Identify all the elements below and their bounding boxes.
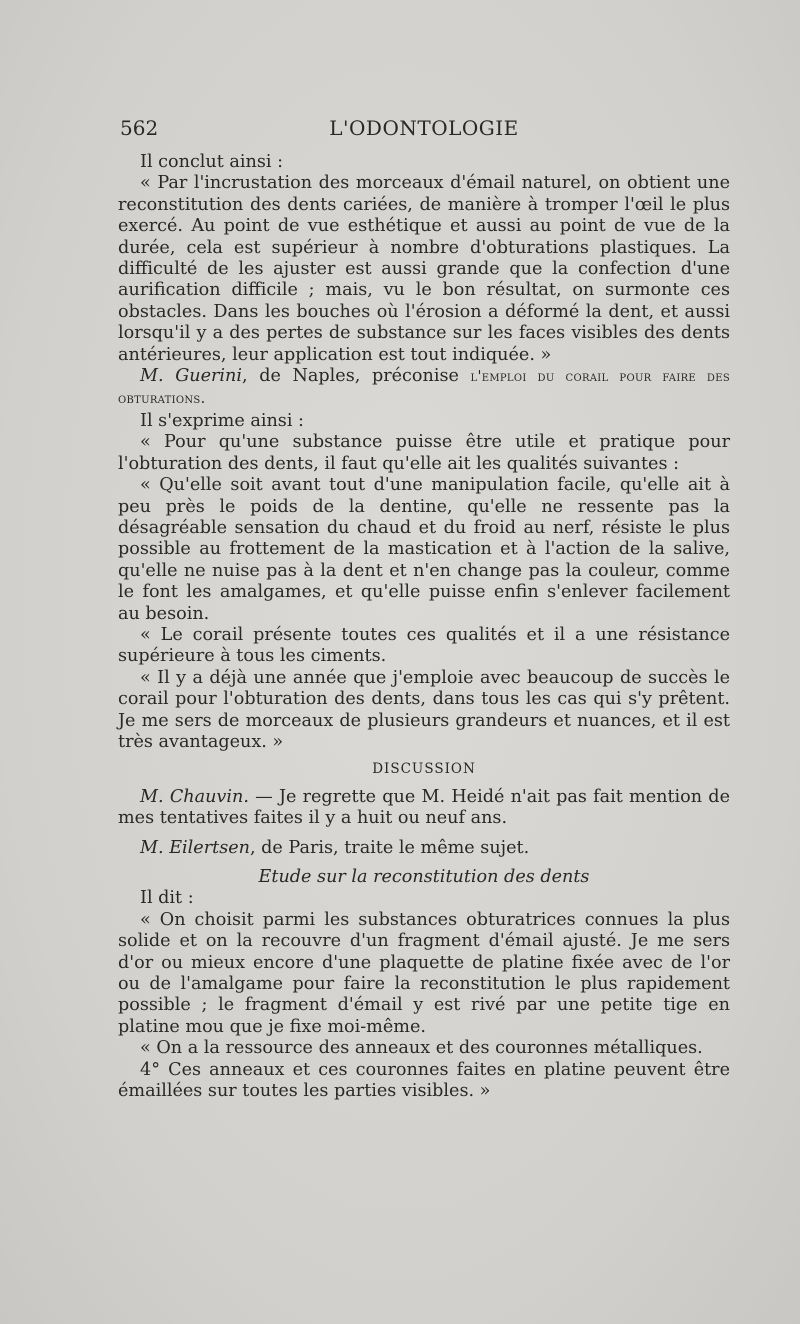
paragraph: Il conclut ainsi : [140,152,284,172]
body-text [118,152,730,1102]
paragraph: « On a la ressource des anneaux et des couronnes métalliques. [140,1038,703,1059]
paragraph: 4° Ces anneaux et ces couronnes faites en platine peuvent être émaillées sur toutes les parties visibles. » [118,1059,730,1102]
page-header [120,116,728,142]
speaker-name: M. Chauvin. [140,786,249,807]
paragraph: « Il y a déjà une année que j'emploie avec beaucoup de succès le corail pour l'obturation des dents, dans tous les cas qui s'y prêtent. Je me sers de morceaux de plusieurs grandeurs et nuances, et il est très avantageux. » [118,667,730,752]
section-heading: DISCUSSION [372,761,476,778]
author-name: M. Eilertsen [140,837,250,858]
running-title: L'ODONTOLOGIE [329,116,519,140]
paragraph: « Par l'incrustation des morceaux d'émail naturel, on obtient une reconstitution des dents cariées, de manière à tromper l'œil le plus exercé. Au point de vue esthétique et aussi au point de vue de la durée, cela est supérieur à nombre d'obturations plastiques. La difficulté de les ajuster est aussi grande que la confection d'une aurification difficile ; mais, vu le bon résultat, on surmonte ces obstacles. Dans les bouches où l'érosion a déformé la dent, et aussi lorsqu'il y a des pertes de substance sur les faces visibles des dents antérieures, leur application est tout indiquée. » [118,173,730,365]
paragraph: Il s'exprime ainsi : [140,410,304,431]
paragraph: « On choisit parmi les substances obturatrices connues la plus solide et on la recouvre d'un fragment d'émail ajusté. Je me sers d'or ou mieux encore d'une plaquette de platine fixée avec de l'or ou de l'amalgame pour faire la reconstitution le plus rapidement possible ; le fragment d'émail y est rivé par une petite tige en platine mou que je fixe moi-même. [118,909,730,1037]
paragraph: Il dit : [140,888,194,909]
paragraph: « Le corail présente toutes ces qualités et il a une résistance supérieure à tous les ciments. [118,624,730,667]
paragraph: « Qu'elle soit avant tout d'une manipulation facile, qu'elle ait à peu près le poids de la dentine, qu'elle ne ressente pas la désagréable sensation du chaud et du froid au nerf, résiste le plus possible au frottement de la mastication et à l'action de la salive, qu'elle ne nuise pas à la dent et n'en change pas la couleur, comme le font les amalgames, et qu'elle puisse enfin s'enlever facilement au besoin. [118,475,730,624]
paragraph: M. Chauvin. — Je regrette que M. Heidé n'ait pas fait mention de mes tentatives faites il y a huit ou neuf ans. [118,786,730,829]
author-name: M. Guerini [140,366,243,387]
small-caps-topic: l'emploi du corail pour faire des obturations. [118,369,731,408]
paragraph: « Pour qu'une substance puisse être utile et pratique pour l'obturation des dents, il faut qu'elle ait les qualités suivantes : [118,432,730,474]
page-number: 562 [120,116,159,140]
subtitle: Etude sur la reconstitution des dents [258,867,590,887]
paragraph: M. Guerini, de Naples, préconise l'emploi du corail pour faire des obturations. [118,366,731,408]
paragraph: M. Eilertsen, de Paris, traite le même sujet. [140,837,530,858]
